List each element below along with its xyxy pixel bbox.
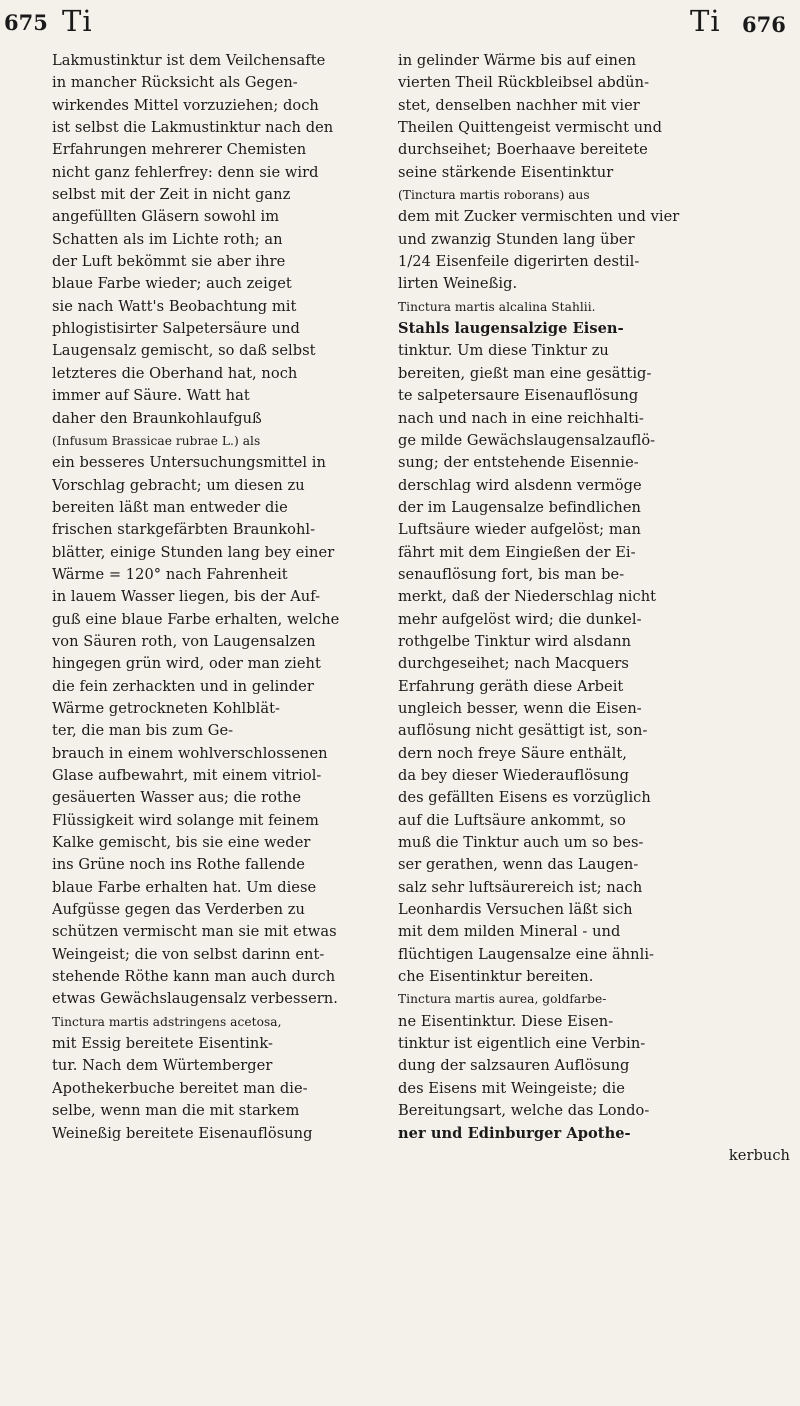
text-line: blätter, einige Stunden lang bey einer [52,543,335,561]
text-line: von Säuren roth, von Laugensalzen [52,632,316,650]
text-line: senauflösung fort, bis man be- [398,565,625,583]
text-line: in lauem Wasser liegen, bis der Auf- [52,588,321,606]
text-line: nicht ganz fehlerfrey: denn sie wird [52,163,319,181]
text-line: ungleich besser, wenn die Eisen- [398,699,642,717]
text-line: blaue Farbe erhalten hat. Um diese [52,878,317,896]
text-line: dern noch freye Säure enthält, [398,744,627,762]
text-line: (Infusum Brassicae rubrae L.) als [52,433,261,448]
text-line: ist selbst die Lakmustinktur nach den [52,119,334,137]
right-running-head: Ti [690,4,721,38]
text-line: dung der salzsauren Auflösung [398,1057,630,1075]
text-line: Tinctura martis alcalina Stahlii. [398,299,596,314]
text-line: vierten Theil Rückbleibsel abdün- [398,74,650,92]
text-line: tinktur ist eigentlich eine Verbin- [398,1035,646,1053]
text-line: Lakmustinktur ist dem Veilchensafte [52,52,326,69]
text-line: ser gerathen, wenn das Laugen- [398,856,639,874]
text-line: frischen starkgefärbten Braunkohl- [52,521,316,539]
text-line: Kalke gemischt, bis sie eine weder [52,834,311,852]
text-line: Wärme = 120° nach Fahrenheit [52,565,288,583]
text-line: des Eisens mit Weingeiste; die [398,1079,625,1097]
text-line: der im Laugensalze befindlichen [398,498,642,516]
text-line: in mancher Rücksicht als Gegen- [52,74,298,92]
text-line: Apothekerbuche bereitet man die- [52,1079,308,1097]
text-line: stehende Röthe kann man auch durch [52,968,336,986]
text-line: in gelinder Wärme bis auf einen [398,52,637,69]
text-line: und zwanzig Stunden lang über [398,230,635,248]
text-line: Stahls laugensalzige Eisen- [398,320,624,338]
text-line: Leonhardis Versuchen läßt sich [398,901,633,919]
text-line: Weingeist; die von selbst darinn ent- [52,945,325,963]
text-line: sung; der entstehende Eisennie- [398,454,639,472]
left-running-head: Ti [62,4,93,38]
text-line: Erfahrungen mehrerer Chemisten [52,141,307,159]
right-page-number: 676 [742,12,786,37]
text-line: (Tinctura martis roborans) aus [398,188,590,203]
text-line: selbst mit der Zeit in nicht ganz [52,186,291,204]
text-line: salz sehr luftsäurereich ist; nach [398,878,643,896]
text-line: auf die Luftsäure ankommt, so [398,811,626,829]
text-line: des gefällten Eisens es vorzüglich [398,789,651,807]
left-page-number: 675 [4,10,48,35]
text-line: tinktur. Um diese Tinktur zu [398,342,609,360]
text-line: daher den Braunkohlaufguß [52,409,262,427]
text-line: tur. Nach dem Würtemberger [52,1057,273,1075]
text-line: ter, die man bis zum Ge- [52,722,234,740]
text-line: selbe, wenn man die mit starkem [52,1102,300,1120]
text-line: Theilen Quittengeist vermischt und [398,119,662,137]
text-line: te salpetersaure Eisenauflösung [398,387,639,405]
text-line: ein besseres Untersuchungsmittel in [52,454,326,472]
text-line: Bereitungsart, welche das Londo- [398,1102,650,1120]
text-line: Tinctura martis aurea, goldfarbe- [398,992,607,1007]
text-line: etwas Gewächslaugensalz verbessern. [52,990,338,1008]
text-line: Flüssigkeit wird solange mit feinem [52,811,319,829]
text-line: ge milde Gewächslaugensalzauflö- [398,431,656,449]
text-line: immer auf Säure. Watt hat [52,387,250,405]
text-line: guß eine blaue Farbe erhalten, welche [52,610,340,628]
text-line: 1/24 Eisenfeile digerirten destil- [398,253,640,271]
text-line: blaue Farbe wieder; auch zeiget [52,275,292,293]
left-text-column [52,50,440,1145]
text-line: der Luft bekömmt sie aber ihre [52,253,286,271]
text-line: Schatten als im Lichte roth; an [52,230,283,248]
text-line: Vorschlag gebracht; um diesen zu [52,476,305,494]
text-line: mehr aufgelöst wird; die dunkel- [398,610,642,628]
text-line: kerbuch [728,1146,790,1164]
text-line: nach und nach in eine reichhalti- [398,409,644,427]
text-line: auflösung nicht gesättigt ist, son- [398,722,648,740]
text-line: ner und Edinburger Apothe- [398,1124,631,1142]
text-line: schützen vermischt man sie mit etwas [52,923,337,941]
text-line: rothgelbe Tinktur wird alsdann [398,632,632,650]
text-line: wirkendes Mittel vorzuziehen; doch [52,96,319,114]
text-line: Tinctura martis adstringens acetosa, [52,1014,282,1029]
text-line: che Eisentinktur bereiten. [398,968,594,986]
text-line: durchseihet; Boerhaave bereitete [398,141,648,159]
text-line: ins Grüne noch ins Rothe fallende [52,856,305,874]
text-line: angefüllten Gläsern sowohl im [52,208,280,226]
text-line: stet, denselben nachher mit vier [398,96,640,114]
right-text-column [398,50,790,1167]
text-line: bereiten, gießt man eine gesättig- [398,364,652,382]
text-line: brauch in einem wohlverschlossenen [52,744,328,762]
text-line: mit dem milden Mineral - und [398,923,621,941]
text-line: derschlag wird alsdenn vermöge [398,476,642,494]
text-line: flüchtigen Laugensalze eine ähnli- [398,945,655,963]
text-line: letzteres die Oberhand hat, noch [52,364,298,382]
text-line: Erfahrung geräth diese Arbeit [398,677,624,695]
text-line: Wärme getrockneten Kohlblät- [52,699,280,717]
page-header [0,4,800,46]
text-line: Laugensalz gemischt, so daß selbst [52,342,316,360]
text-line: phlogistisirter Salpetersäure und [52,320,300,338]
text-line: muß die Tinktur auch um so bes- [398,834,644,852]
text-line: dem mit Zucker vermischten und vier [398,208,680,226]
text-line: Glase aufbewahrt, mit einem vitriol- [52,767,322,784]
text-line: die fein zerhackten und in gelinder [52,677,314,695]
text-line: merkt, daß der Niederschlag nicht [398,588,657,606]
text-line: fährt mit dem Eingießen der Ei- [398,543,636,561]
text-line: durchgeseihet; nach Macquers [398,655,629,673]
text-line: Weineßig bereitete Eisenauflösung [52,1124,313,1142]
text-line: mit Essig bereitete Eisentink- [52,1035,273,1053]
text-line: hingegen grün wird, oder man zieht [52,655,321,673]
text-line: gesäuerten Wasser aus; die rothe [52,789,302,807]
text-line: Luftsäure wieder aufgelöst; man [398,521,641,539]
text-line: ne Eisentinktur. Diese Eisen- [398,1012,614,1030]
text-line: bereiten läßt man entweder die [52,498,288,516]
text-line: sie nach Watt's Beobachtung mit [52,297,297,315]
text-line: da bey dieser Wiederauflösung [398,767,629,784]
text-line: Aufgüsse gegen das Verderben zu [52,901,305,919]
text-line: lirten Weineßig. [398,275,518,293]
text-line: seine stärkende Eisentinktur [398,163,614,181]
